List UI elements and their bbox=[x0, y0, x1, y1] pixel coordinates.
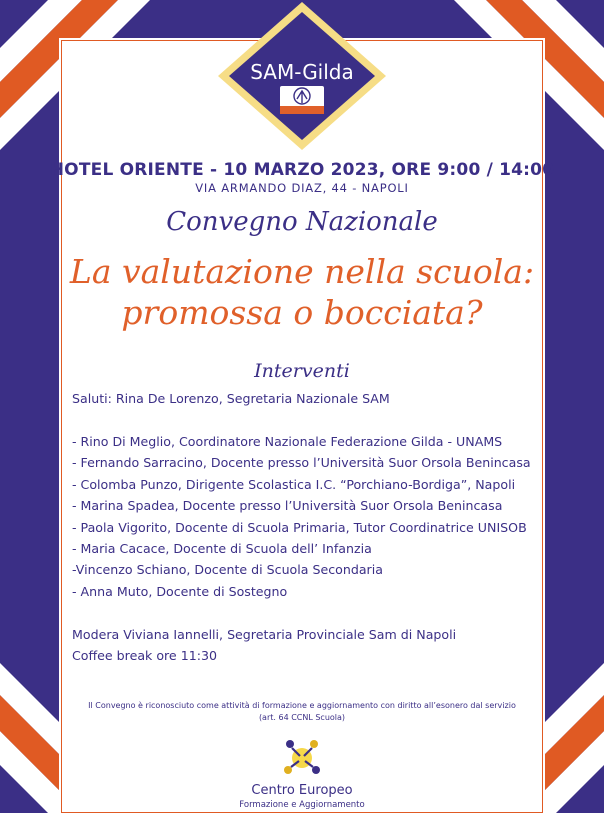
moderator-line: Modera Viviana Iannelli, Segretaria Provinciale Sam di Napoli bbox=[72, 627, 457, 642]
logo-name: SAM-Gilda bbox=[250, 60, 354, 84]
speaker-item: - Paola Vigorito, Docente di Scuola Primaria, Tutor Coordinatrice UNISOB bbox=[72, 520, 527, 535]
program-greeting: Saluti: Rina De Lorenzo, Segretaria Nazionale SAM bbox=[72, 391, 390, 406]
event-venue-date: HOTEL ORIENTE - 10 MARZO 2023, ORE 9:00 / 14:00 bbox=[49, 160, 555, 180]
event-address: VIA ARMANDO DIAZ, 44 - NAPOLI bbox=[195, 181, 409, 195]
notice-line-2: (art. 64 CCNL Scuola) bbox=[258, 713, 346, 722]
organizer-name: Centro Europeo bbox=[251, 783, 353, 798]
event-title-line-2: promossa o bocciata? bbox=[121, 293, 483, 332]
speaker-item: - Anna Muto, Docente di Sostegno bbox=[72, 584, 288, 599]
logo-emblem-stripe bbox=[280, 106, 324, 114]
logo-figure-1 bbox=[286, 740, 294, 748]
organizer-subtitle: Formazione e Aggiornamento bbox=[239, 800, 365, 810]
event-title-line-1: La valutazione nella scuola: bbox=[69, 252, 535, 291]
logo-figure-3 bbox=[284, 766, 292, 774]
speaker-item: - Marina Spadea, Docente presso l’Università Suor Orsola Benincasa bbox=[72, 498, 503, 513]
speaker-item: - Rino Di Meglio, Coordinatore Nazionale Federazione Gilda - UNAMS bbox=[72, 434, 503, 449]
speaker-item: - Fernando Sarracino, Docente presso l’Università Suor Orsola Benincasa bbox=[72, 455, 531, 470]
inner-panel bbox=[59, 38, 545, 813]
centro-europeo-logo-icon bbox=[282, 736, 322, 780]
logo-figure-4 bbox=[312, 766, 320, 774]
accreditation-notice bbox=[70, 700, 534, 724]
event-subtitle: Convegno Nazionale bbox=[166, 207, 438, 237]
speaker-item: - Maria Cacace, Docente di Scuola dell’ Infanzia bbox=[72, 541, 372, 556]
logo-figure-2 bbox=[310, 740, 318, 748]
notice-line-1: Il Convegno è riconosciuto come attività di formazione e aggiornamento con diritto all’esonero dal servizio bbox=[88, 701, 516, 710]
speaker-item: - Colomba Punzo, Dirigente Scolastica I.C. “Porchiano-Bordiga”, Napoli bbox=[72, 477, 516, 492]
speaker-item: -Vincenzo Schiano, Docente di Scuola Secondaria bbox=[72, 562, 383, 577]
coffee-break-line: Coffee break ore 11:30 bbox=[72, 648, 217, 663]
program-heading: Interventi bbox=[254, 360, 350, 382]
